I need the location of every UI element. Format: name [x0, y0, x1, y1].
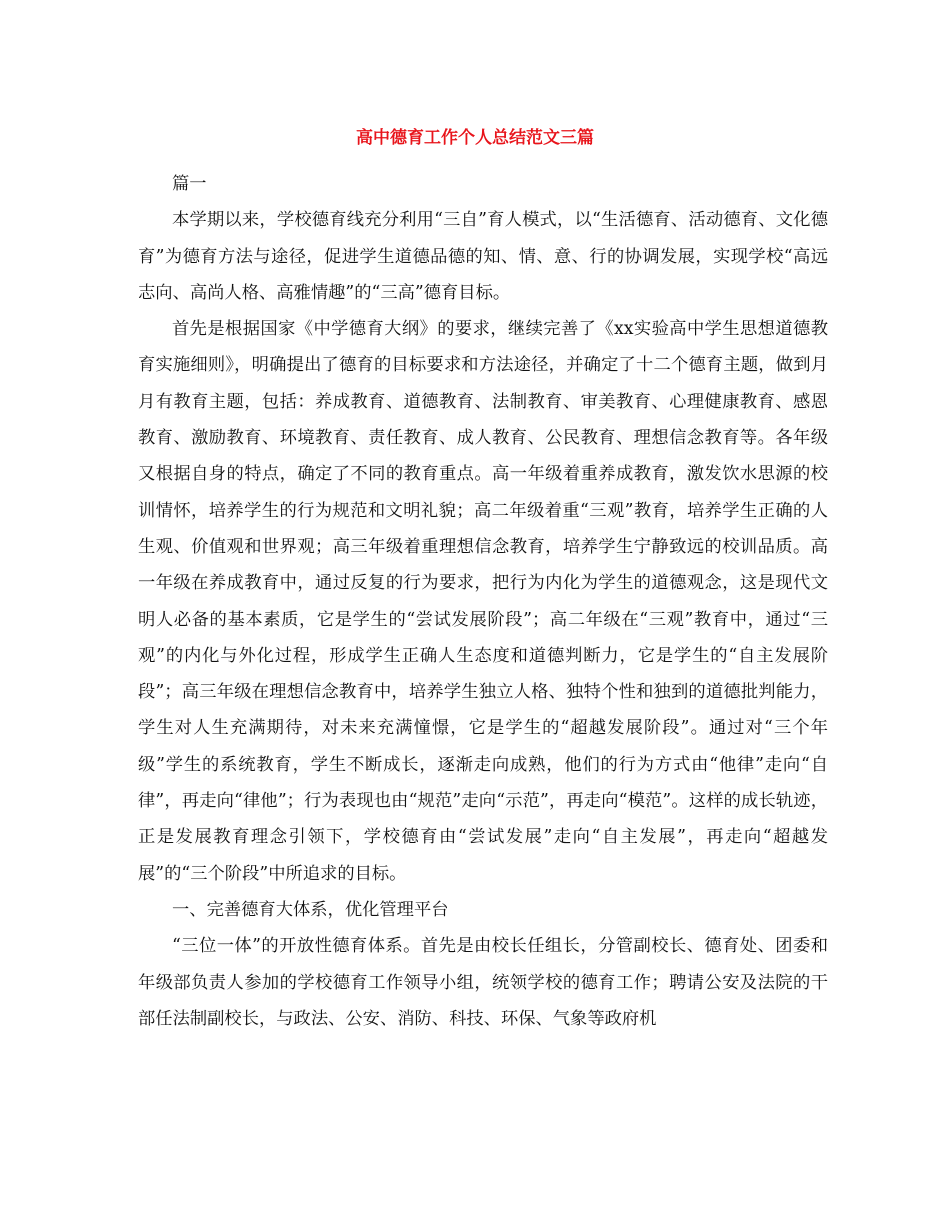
paragraph-main: 首先是根据国家《中学德育大纲》的要求，继续完善了《xx实验高中学生思想道德教育实施细则》，明确提出了德育的目标要求和方法途径，并确定了十二个德育主题，做到月月有教育主题，包括：养成教育、道德教育、法制教育、审美教育、心理健康教育、感恩教育、激励教育、环境教育、责任教育、成人教育、公民教育、理想信念教育等。各年级又根据自身的特点，确定了不同的教育重点。高一年级着重养成教育，激发饮水思源的校训情怀，培养学生的行为规范和文明礼貌；高二年级着重“三观”教育，培养学生正确的人生观、价值观和世界观；高三年级着重理想信念教育，培养学生宁静致远的校训品质。高一年级在养成教育中，通过反复的行为要求，把行为内化为学生的道德观念，这是现代文明人必备的基本素质，它是学生的“尝试发展阶段”；高二年级在“三观”教育中，通过“三观”的内化与外化过程，形成学生正确人生态度和道德判断力，它是学生的“自主发展阶段”；高三年级在理想信念教育中，培养学生独立人格、独特个性和独到的道德批判能力，学生对人生充满期待，对未来充满憧憬，它是学生的“超越发展阶段”。通过对“三个年级”学生的系统教育，学生不断成长，逐渐走向成熟，他们的行为方式由“他律”走向“自律”，再走向“律他”；行为表现也由“规范”走向“示范”，再走向“模范”。这样的成长轨迹，正是发展教育理念引领下，学校德育由“尝试发展”走向“自主发展”，再走向“超越发展”的“三个阶段”中所追求的目标。: [138, 319, 828, 884]
paragraph-intro: 本学期以来，学校德育线充分利用“三自”育人模式，以“生活德育、活动德育、文化德育”为德育方法与途径，促进学生道德品德的知、情、意、行的协调发展，实现学校“高远志向、高尚人格、高雅情趣”的“三高”德育目标。: [138, 210, 828, 303]
section-heading: 一、完善德育大体系，优化管理平台: [172, 899, 449, 920]
document-title: 高中德育工作个人总结范文三篇: [356, 128, 594, 148]
section-label: 篇一: [172, 174, 207, 194]
paragraph-system: “三位一体”的开放性德育体系。首先是由校长任组长，分管副校长、德育处、团委和年级部负责人参加的学校德育工作领导小组，统领学校的德育工作；聘请公安及法院的干部任法制副校长，与政法、公安、消防、科技、环保、气象等政府机: [138, 936, 828, 1029]
document-body: [138, 166, 828, 1037]
